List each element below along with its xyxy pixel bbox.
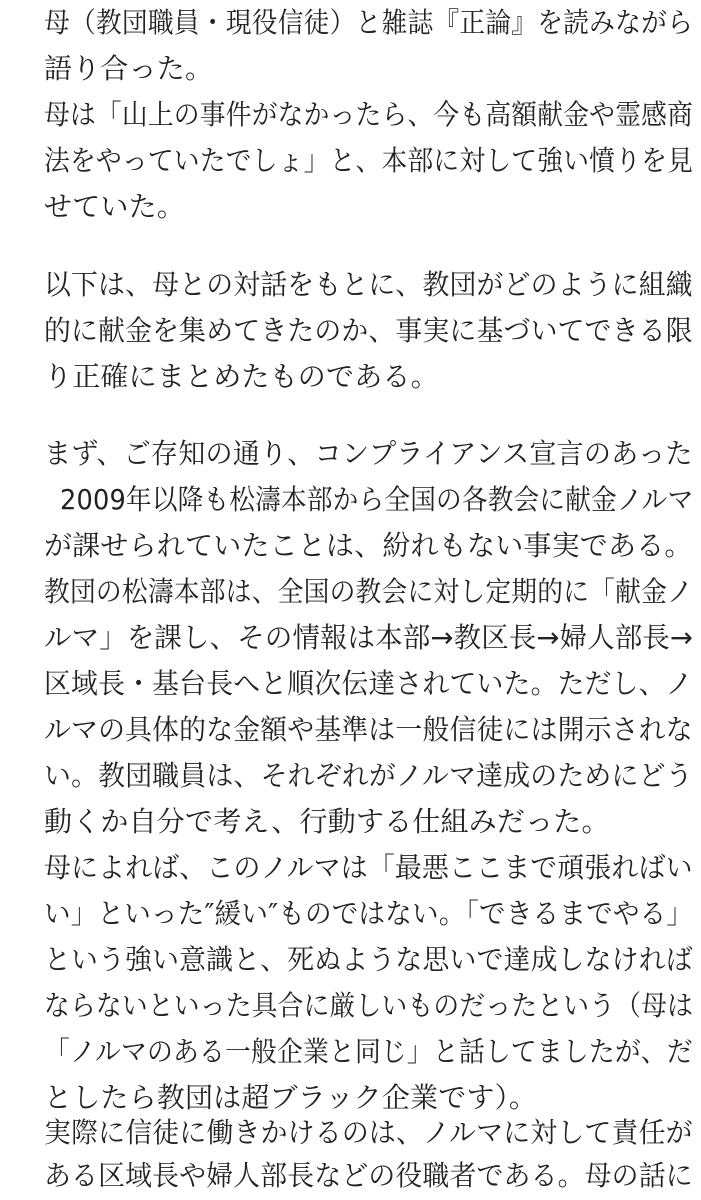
text-line: い」といった″緩い″ものではない。「できるまでやる」 (44, 897, 694, 930)
text-line: 教団の松濤本部は、全国の教会に対し定期的に「献金ノ (44, 575, 694, 608)
text-line: 母は「山上の事件がなかったら、今も高額献金や霊感商 (44, 98, 694, 131)
text-line: 動くか自分で考え、行動する仕組みだった。 (44, 805, 610, 838)
text-line: ならないといった具合に厳しいものだったという（母は (44, 989, 694, 1022)
text-line: 母によれば、このノルマは「最悪ここまで頑張ればい (44, 851, 693, 884)
text-line: まず、ご存知の通り、コンプライアンス宣言のあった (44, 437, 693, 470)
text-line: 「ノルマのある一般企業と同じ」と話してましたが、だ (44, 1035, 693, 1068)
text-line: という強い意識と、死ぬような思いで達成しなければ (44, 943, 693, 976)
text-line: としたら教団は超ブラック企業です）。 (44, 1081, 538, 1114)
text-line: 以下は、母との対話をもとに、教団がどのように組織 (44, 268, 693, 301)
text-line: 法をやっていたでしょ」と、本部に対して強い憤りを見 (44, 144, 694, 177)
text-line: ある区域長や婦人部長などの役職者である。母の話に (44, 1159, 693, 1192)
text-line: ルマの具体的な金額や基準は一般信徒には開示されな (44, 713, 693, 746)
text-line: が課せられていたことは、紛れもない事実である。 (44, 529, 693, 562)
text-line: ルマ」を課し、その情報は本部→教区長→婦人部長→ (44, 621, 694, 654)
text-line: 区域長・基台長へと順次伝達されていた。ただし、ノ (44, 667, 693, 700)
text-line: 実際に信徒に働きかけるのは、ノルマに対して責任が (44, 1116, 693, 1149)
text-line: 2009年以降も松濤本部から全国の各教会に献金ノルマ (60, 483, 694, 516)
text-line: い。教団職員は、それぞれがノルマ達成のためにどう (44, 759, 693, 792)
text-line: 母（教団職員・現役信徒）と雑誌『正論』を読みながら (44, 6, 694, 39)
text-line: せていた。 (44, 190, 186, 223)
text-line: り正確にまとめたものである。 (44, 360, 439, 393)
text-line: 語り合った。 (44, 52, 214, 85)
text-line: 的に献金を集めてきたのか、事実に基づいてできる限 (44, 314, 693, 347)
